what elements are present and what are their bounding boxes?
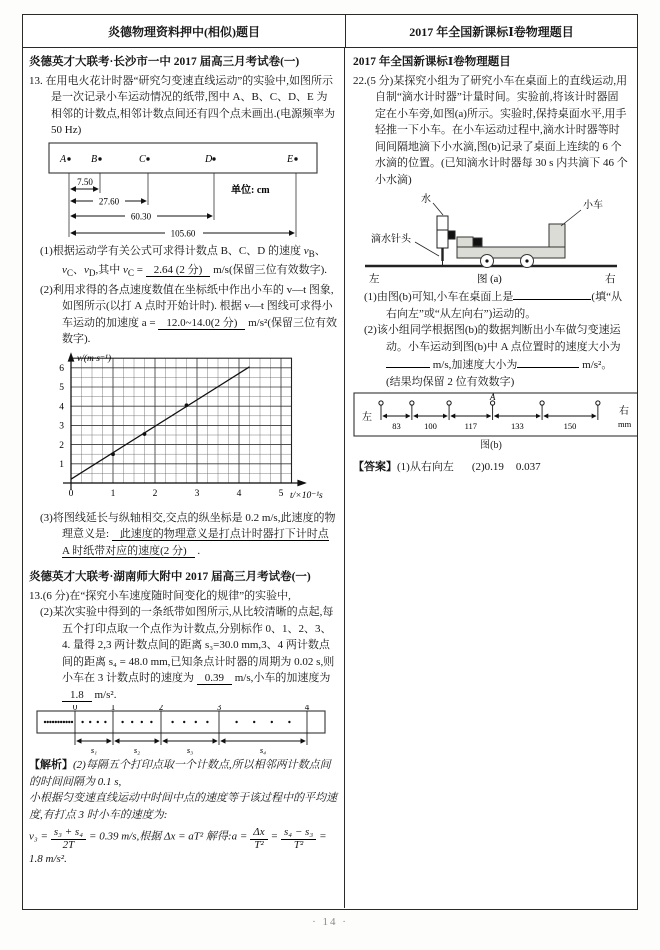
tape-figure-2 [35,705,331,755]
right-column [345,48,637,908]
svg-text:133: 133 [510,421,524,431]
question-13b-body: (2)某次实验中得到的一条纸带如图所示,从比较清晰的点起,每五个打印点取一个点作为计数点,分别标作 0、1、2、3、4. 量得 2,3 两计数点间的距离 s₃=30.0 mm,3、4 两计数点间的距离 s₄ = 48.0 mm,已知条点计时器的周期为 0.02 s,则小车在 3 计数点时的速度为 0.39 m/s,小车的加速度为 1.8 m/s². [40,606,335,701]
blank-acceleration [517,355,579,368]
header-right-title: 2017 年全国新课标Ⅰ卷物理题目 [409,24,574,39]
svg-text:105.60: 105.60 [170,228,196,238]
vt-graph [33,350,333,508]
figure-b-caption: 图(b) [480,440,502,451]
tape2-outline [37,711,325,733]
svg-text:5: 5 [59,383,64,394]
tape-figure-1 [33,141,333,241]
question-22-part2: (2)该小组同学根据图(b)的数据判断出小车做匀变速运动。小车运动到图(b)中 A 点位置时的速度大小为 m/s,加速度大小为 m/s²。 (结果均保留 2 位有效数字) [364,324,621,388]
cart-label: 小车 [583,200,603,211]
left-column [23,48,345,908]
answer-v3: 0.39 [197,672,232,685]
svg-text:E: E [287,153,294,165]
left-label: 左 [369,274,380,285]
answer-a2: 1.8 [62,689,92,702]
right-label: 右 [605,274,616,285]
answer-vc: 2.64 (2 分) [146,264,211,277]
svg-text:3: 3 [194,488,200,499]
svg-text:2: 2 [152,488,158,499]
svg-text:4: 4 [236,488,242,499]
exam-heading-1: 炎德英才大联考·长沙市一中 2017 届高三月考试卷(一) [29,56,300,68]
svg-text:s₃: s₃ [186,745,194,756]
svg-text:0: 0 [72,705,78,713]
answer-tag: 【答案】 [353,460,397,473]
solution-tag: 【解析】 [29,759,73,772]
figure-b-unit: mm [618,419,632,429]
svg-text:s₂: s₂ [133,745,141,756]
figure-a-caption: 图 (a) [477,274,502,285]
question-13b-head: 13.(6 分)在“探究小车速度随时间变化的规律”的实验中, [29,589,291,602]
question-13-intro: 13. 在用电火花计时器“研究匀变速直线运动”的实验中,如图所示是一次记录小车运动情况的纸带,图中 A、B、C、D、E 为相邻的计数点,相邻计数点间还有四个点未画出.(电源频率为 50 Hz) [29,74,336,136]
svg-text:150: 150 [563,421,577,431]
svg-text:117: 117 [464,421,478,431]
svg-text:3: 3 [59,421,64,432]
y-axis-label: v/(m·s⁻¹) [77,353,111,364]
question-22-intro: 22.(5 分)某探究小组为了研究小车在桌面上的直线运动,用自制“滴水计时器”计量时间。实验前,将该计时器固定在小车旁,如图(a)所示。实验时,保持桌面水平,用手轻推一下小车。在小车运动过程中,滴水计时器等时间间隔地滴下小水滴,图(b)记录了桌面上连续的 6 个水滴的位置。(已知滴水计时器每 30 s 内共滴下 46 个小水滴) [353,74,628,186]
svg-text:5: 5 [278,488,284,499]
question-13-part2: (2)利用求得的各点速度数值在坐标纸中作出小车的 v—t 图象,如图所示(以打 A 点时开始计时). 根据 v—t 图线可求得小车运动的加速度 a = 12.0~14.0(2 分) m/s²(保留三位有效数字). [40,283,337,346]
svg-text:D: D [205,153,213,165]
svg-text:83: 83 [392,421,401,431]
x-axis-label: t/×10⁻¹s [290,490,323,501]
svg-text:2: 2 [59,440,64,451]
tape-count-points [59,154,298,165]
question-13-part3: (3)将图线延长与纵轴相交,交点的纵坐标是 0.2 m/s,此速度的物理意义是: 此速度的物理意义是打点计时器打下计时点 A 时纸带对应的速度(2 分) . [40,511,336,557]
svg-text:3: 3 [216,705,222,713]
svg-text:6: 6 [59,363,64,374]
answer-line: 【答案】(1)从右向左 (2)0.19 0.037 [353,460,541,473]
svg-text:1: 1 [59,459,64,470]
svg-text:C: C [139,153,146,165]
cart-shape [457,224,565,268]
svg-text:1: 1 [110,705,116,713]
svg-text:B: B [91,153,98,165]
question-13-part1: (1)根据运动学有关公式可求得计数点 B、C、D 的速度 $v_B$、$v_C$、$v_D$,其中 $v_C = 2.64$ (2 分) m/s(保留三位有效数字). [40,244,328,279]
solution-paragraph: 【解析】(2)每隔五个打印点取一个计数点,所以相邻两计数点间的时间间隔为 0.1 s, 小根据匀变速直线运动中时间中点的速度等于该过程中的平均速度,有打点 3 时小车的速度为: [29,759,337,821]
page-number: · 14 · [312,916,348,928]
blank-direction [513,287,591,300]
apparatus-figure-a [357,190,625,285]
water-label: 水 [421,194,431,205]
tape-outline [49,143,317,173]
svg-text:2: 2 [158,705,164,713]
dimension-labels [73,177,203,239]
figure-b-left-label: 左 [362,412,372,423]
drops-figure-b [353,392,637,438]
exam-page [22,14,638,910]
svg-text:4: 4 [304,705,310,713]
blank-speed [386,355,430,368]
unit-label: 单位: cm [231,184,270,196]
svg-text:0: 0 [68,488,74,499]
content-columns [23,48,637,908]
solution-formula: v₃ = $\frac{\text{s₃ + s₄}}{2T}$ = 0.39 m/s,根据 Δx = aT² 解得:a = $\frac{\Delta x}{\text{T²}}$ = $\frac{\text{s₄ − s₃}}{\text{T²}}$ = [29,826,327,851]
answer-physical-meaning: 此速度的物理意义是打点计时器打下计时点 A 时纸带对应的速度(2 分) [62,528,329,557]
drip-needle-label: 滴水针头 [371,234,411,245]
svg-text:A: A [489,392,496,402]
svg-text:100: 100 [424,421,437,431]
table-header-row [23,15,637,48]
svg-text:60.30: 60.30 [130,211,152,221]
figure-b-right-label: 右 [619,406,629,417]
header-left-title: 炎德物理资料押中(相似)题目 [23,15,346,47]
svg-text:s₁: s₁ [90,745,98,756]
figure-b-drops [379,392,600,431]
svg-text:7.50: 7.50 [77,176,93,187]
drip-timer-shape [437,216,455,265]
svg-text:A: A [60,153,67,165]
answer-acceleration: 12.0~14.0(2 分) [158,317,245,330]
svg-text:27.60: 27.60 [98,196,120,206]
exam-heading-right: 2017 年全国新课标Ⅰ卷物理题目 [353,56,511,68]
svg-text:s₄: s₄ [259,745,267,756]
vt-axes [63,354,305,490]
question-22-part1: (1)由图(b)可知,小车在桌面上是 (填“从右向左”或“从左向右”)运动的。 [353,287,629,322]
svg-text:1: 1 [110,488,116,499]
solution-result: 1.8 m/s². [29,853,67,866]
svg-text:4: 4 [59,402,64,413]
tape2-dots-and-marks [44,705,310,755]
vt-plot-area [59,358,291,499]
exam-heading-2: 炎德英才大联考·湖南师大附中 2017 届高三月考试卷(一) [29,571,311,584]
